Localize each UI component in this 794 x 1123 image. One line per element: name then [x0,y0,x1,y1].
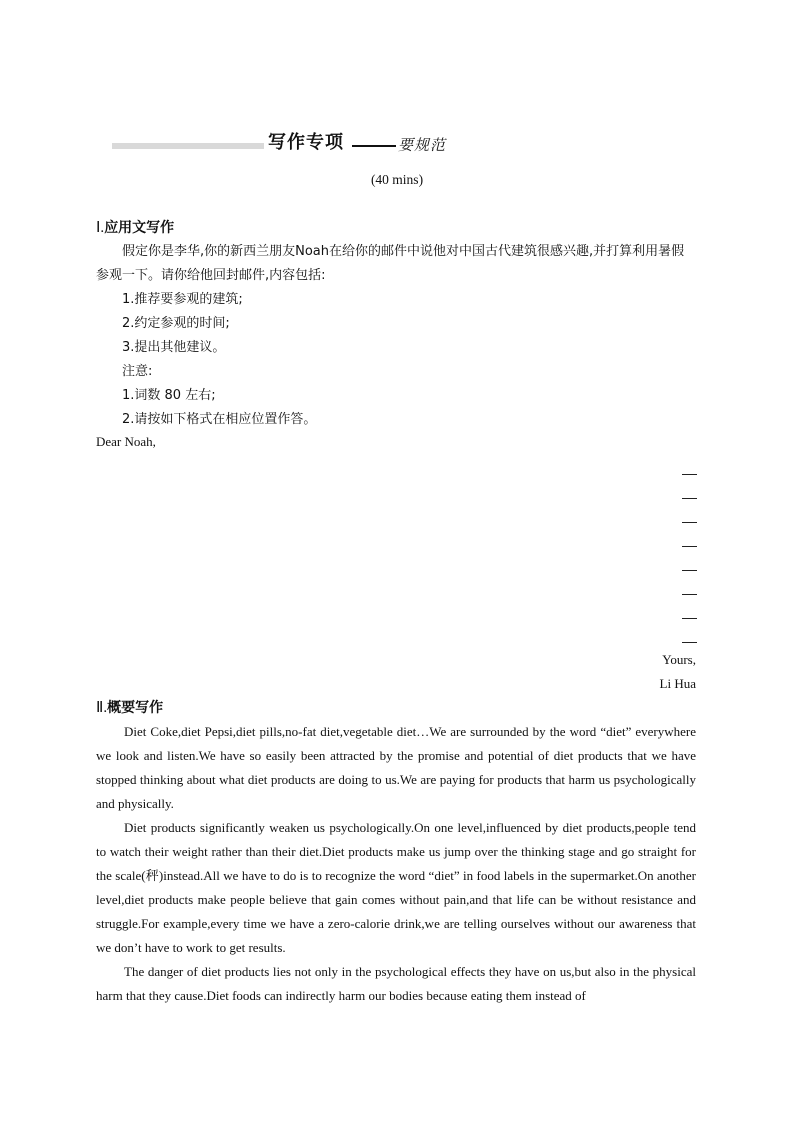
page-title [0,131,794,159]
title-main: 写作专项 [268,132,344,153]
section-1-title: 应用文写作 [104,220,175,236]
section-2-number: Ⅱ. [96,700,108,716]
answer-line[interactable] [682,560,698,584]
answer-line[interactable] [682,488,698,512]
answer-line[interactable] [682,512,698,536]
section-2-title: 概要写作 [107,700,164,716]
answer-line[interactable] [682,584,698,608]
title-dash [352,145,396,147]
answer-line[interactable] [682,536,698,560]
letter-salutation: Dear Noah, [96,434,156,449]
title-decoration-bar [112,143,264,149]
letter-signature: Li Hua [659,676,696,691]
section-1-number: Ⅰ. [96,220,105,236]
passage-paragraph-1: Diet Coke,diet Pepsi,diet pills,no-fat diet,vegetable diet…We are surrounded by the word “diet” everywhere we look and listen.We have so easily been attracted by the promise and potential of diet products that we have stopped thinking about what diet products are doing to us.We are paying for products that harm us psychologically and physically. [96,724,696,811]
note-item-1: 1.词数 80 左右; [122,388,216,403]
title-subtitle: 要规范 [398,136,447,154]
task-item-1: 1.推荐要参观的建筑; [122,292,243,307]
section-2-heading [96,698,163,718]
time-limit: (40 mins) [370,172,424,187]
section-1-heading [96,218,174,238]
answer-line[interactable] [682,464,698,488]
letter-closing: Yours, [662,652,696,667]
section-1-prompt: 假定你是李华,你的新西兰朋友Noah在给你的邮件中说他对中国古代建筑很感兴趣,并打算利用暑假参观一下。请你给他回封邮件,内容包括: [96,244,685,283]
passage-paragraph-3: The danger of diet products lies not only in the psychological effects they have on us,but also in the physical harm that they cause.Diet foods can indirectly harm our bodies because eating them instead of [96,964,696,1003]
answer-blank-lines [682,464,698,656]
note-item-2: 2.请按如下格式在相应位置作答。 [122,412,317,427]
answer-line[interactable] [682,608,698,632]
passage-paragraph-2: Diet products significantly weaken us psychologically.On one level,influenced by diet products,people tend to watch their weight rather than their diet.Diet products make us jump over the thinking stage and go straight for the scale(秤)instead.All we have to do is to recognize the word “diet” in food labels in the supermarket.On another level,diet products make people believe that gain comes without pain,and that life can be without resistance and struggle.For example,every time we have a zero-calorie drink,we are telling ourselves without our awareness that we don’t have to work to get results. [96,820,696,955]
task-item-3: 3.提出其他建议。 [122,340,226,355]
note-label: 注意: [122,364,153,379]
task-item-2: 2.约定参观的时间; [122,316,230,331]
